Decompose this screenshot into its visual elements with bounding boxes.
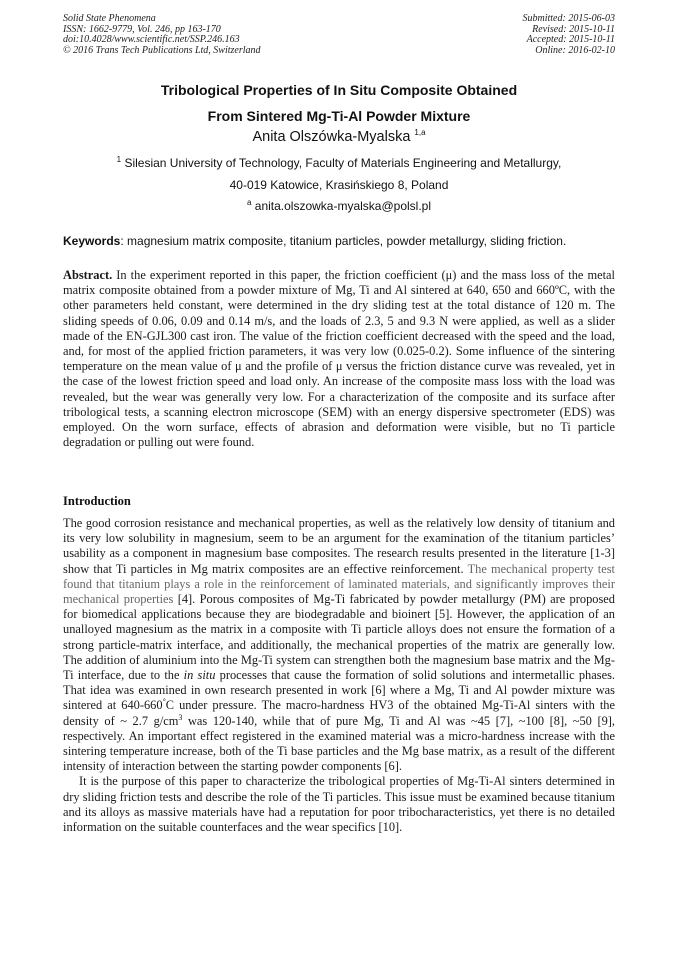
intro-text-b: [4]. Porous composites of Mg-Ti fabricated by powder metallurgy (PM) are proposed for biomedical applications because they are biodegradable and bioinert [5]. However, the application of an unalloyed magnesium as the matrix in a composite with Ti particle alloys does not ensure the formation of a strong particle-matrix interface, and additionally, the mechanical properties of the matrix are generally low. The addition of aluminium into the Mg-Ti system can strengthen both the magnesium base matrix and the Mg-Ti interface, due to the bbox=[63, 592, 615, 683]
email-link[interactable]: anita.olszowka-myalska@polsl.pl bbox=[254, 199, 432, 213]
affiliation-line-2: 40-019 Katowice, Krasińskiego 8, Poland bbox=[229, 178, 449, 192]
intro-text-e: was 120-140, while that of pure Mg, Ti and Al was ~45 [7], ~100 [8], ~50 [9], respectively. An important effect registered in the examined material was a micro-hardness increase with the sintering temperature increase, both of the Ti base particles and the Mg base matrix, as a result of the different intensity of interaction between the starting powder components [6]. bbox=[63, 713, 615, 774]
author bbox=[63, 129, 615, 145]
abstract-text: In the experiment reported in this paper, the friction coefficient (μ) and the mass loss of the metal matrix composite obtained from a powder mixture of Mg, Ti and Al sintered at 640, 650 and 660ºC, with the other parameters held constant, were determined in the dry sliding test at the total distance of 120 m. The sliding speeds of 0.06, 0.09 and 0.14 m/s, and the loads of 2.3, 5 and 9.3 N were applied, as well as a slider made of the EN-GJL300 cast iron. The value of the friction coefficient decreased with the speed and the load, and, for most of the applied friction parameters, it was very low (0.025-0.2). Some influence of the sintering temperature on the mean value of μ and the profile of μ versus the friction distance curve was revealed, yet in the case of the lowest friction speed and load only. An increase of the composite mass loss with the load was revealed, but the wear was generally very low. For a characterization of the composite and its surface after tribological tests, a scanning electron microscope (SEM) with an energy dispersive spectrometer (EDS) was employed. On the worn surface, effects of abrasion and deformation were visible, but no Ti particle degradation or pulling out were found. bbox=[63, 268, 615, 450]
paper-title-line-2: From Sintered Mg-Ti-Al Powder Mixture bbox=[207, 108, 471, 124]
affiliation-sup: 1 bbox=[116, 155, 122, 164]
cube-sup: 3 bbox=[178, 712, 183, 722]
author-email bbox=[63, 199, 615, 213]
submitted-date: Submitted: 2015-06-03 bbox=[522, 13, 615, 24]
affiliation-text-1: Silesian University of Technology, Faculty of Materials Engineering and Metallurgy, bbox=[121, 156, 562, 170]
intro-paragraph-2: It is the purpose of this paper to characterize the tribological properties of Mg-Ti-Al sinters determined in dry sliding friction tests and describe the role of the Ti particles. This issue must be examined because titanium and its alloys as massive materials have had a reputation for poor tribocharacteristics, yet there is no detailed information on the suitable counterfaces and the wear specifics [10]. bbox=[63, 774, 615, 835]
paper-title-line-1: Tribological Properties of In Situ Composite Obtained bbox=[160, 82, 518, 98]
intro-text-a: The good corrosion resistance and mechanical properties, as well as the relatively low density of titanium and its very low solubility in magnesium, seem to be an argument for the examination of the titanium particles’ usability as a component in magnesium base composites. The research results presented in the literature [1-3] show that Ti particles in Mg matrix composites are an effective reinforcement. bbox=[63, 516, 615, 576]
online-date: Online: 2016-02-10 bbox=[535, 44, 615, 56]
journal-info bbox=[63, 14, 261, 56]
keywords-text: : magnesium matrix composite, titanium particles, powder metallurgy, sliding friction. bbox=[120, 234, 567, 248]
doi: doi:10.4028/www.scientific.net/SSP.246.163 bbox=[63, 34, 240, 45]
keywords-label: Keywords bbox=[63, 234, 121, 248]
intro-highlighted-text: The mechanical property test found that titanium plays a role in the reinforcement of laminated materials, and significantly improves their mechanical properties bbox=[63, 561, 616, 607]
copyright: © 2016 Trans Tech Publications Ltd, Switzerland bbox=[63, 44, 261, 56]
intro-paragraph-1 bbox=[63, 516, 615, 774]
intro-italic: in situ bbox=[183, 668, 216, 683]
intro-text-c: processes that cause the formation of solid solutions and intermetallic phases. That idea was examined in own research presented in work [6] where a Mg, Ti and Al powder mixture was sintered at 640-660 bbox=[63, 668, 615, 713]
journal-name: Solid State Phenomena bbox=[63, 13, 156, 24]
author-sup: 1,a bbox=[414, 128, 426, 138]
intro-text-d: C under pressure. The macro-hardness HV3 of the obtained Mg-Ti-Al sinters with the density of ~ 2.7 g/cm bbox=[63, 698, 615, 728]
affiliation-line-1 bbox=[63, 156, 615, 170]
accepted-date: Accepted: 2015-10-11 bbox=[526, 34, 615, 45]
introduction-heading: Introduction bbox=[63, 494, 131, 508]
keywords bbox=[63, 234, 615, 248]
introduction-body bbox=[63, 516, 615, 835]
degree-sup: ° bbox=[162, 697, 166, 707]
abstract bbox=[63, 268, 615, 450]
publication-dates bbox=[523, 14, 616, 56]
abstract-label: Abstract. bbox=[63, 268, 113, 282]
author-name: Anita Olszówka-Myalska bbox=[252, 129, 415, 145]
issn: ISSN: 1662-9779, Vol. 246, pp 163-170 bbox=[63, 23, 221, 35]
revised-date: Revised: 2015-10-11 bbox=[532, 23, 615, 35]
email-sup: a bbox=[246, 198, 252, 207]
